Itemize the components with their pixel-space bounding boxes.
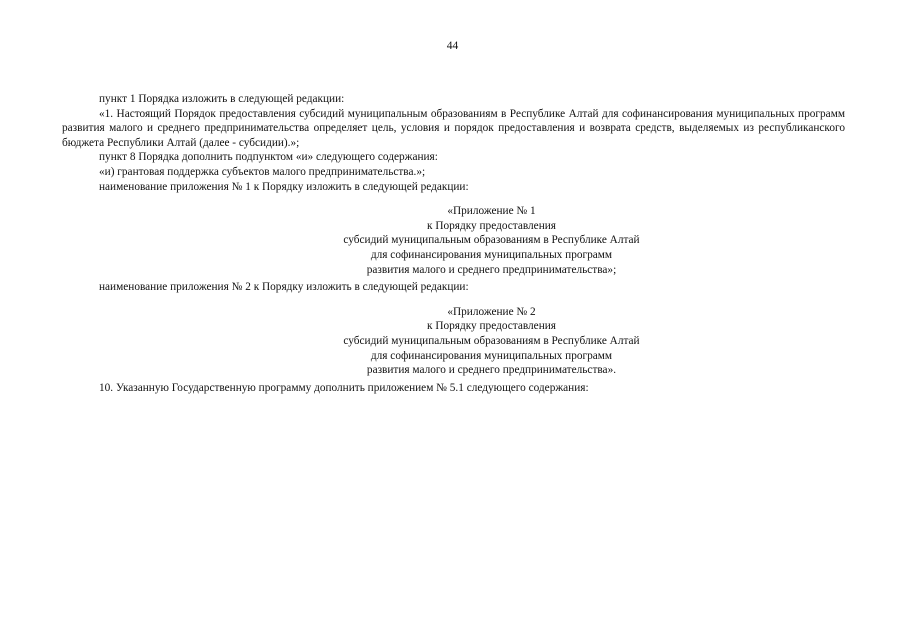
appendix-1-line: развития малого и среднего предпринимательства»; [366, 263, 617, 276]
paragraph-subpoint-i: «и) грантовая поддержка субъектов малого предпринимательства.»; [99, 165, 426, 178]
appendix-2-heading [62, 305, 845, 378]
paragraph-appendix-1-intro: наименование приложения № 1 к Порядку изложить в следующей редакции: [99, 180, 469, 193]
appendix-1-line: для софинансирования муниципальных программ [370, 248, 613, 261]
appendix-1-heading [62, 204, 845, 277]
appendix-1-line: к Порядку предоставления [427, 219, 556, 232]
paragraph-appendix-2-intro: наименование приложения № 2 к Порядку изложить в следующей редакции: [99, 281, 469, 294]
appendix-2-line: развития малого и среднего предпринимательства». [366, 364, 617, 377]
appendix-1-line: субсидий муниципальным образованиям в Республике Алтай [343, 234, 640, 247]
appendix-2-line: для софинансирования муниципальных программ [370, 349, 613, 362]
paragraph-amend-point-1: пункт 1 Порядка изложить в следующей редакции: [99, 93, 345, 105]
appendix-2-line: к Порядку предоставления [427, 320, 556, 333]
appendix-2-line: субсидий муниципальным образованиям в Республике Алтай [343, 334, 640, 347]
appendix-2-line: «Приложение № 2 [447, 305, 536, 318]
page-number: 44 [446, 40, 459, 52]
paragraph-point-1-text: «1. Настоящий Порядок предоставления субсидий муниципальным образованиям в Республике Алтай для софинансирования муниципальных программ развития малого и среднего предпринимательства определяет цель, условия и порядок предоставления и возврата средств, выделяемых из республиканского бюджета Республики Алтай (далее - субсидии).»; [62, 107, 845, 149]
paragraph-point-10: 10. Указанную Государственную программу дополнить приложением № 5.1 следующего содержания: [99, 381, 589, 394]
document-body [62, 92, 845, 395]
appendix-1-line: «Приложение № 1 [447, 205, 536, 218]
paragraph-amend-point-8: пункт 8 Порядка дополнить подпунктом «и» следующего содержания: [99, 151, 438, 164]
